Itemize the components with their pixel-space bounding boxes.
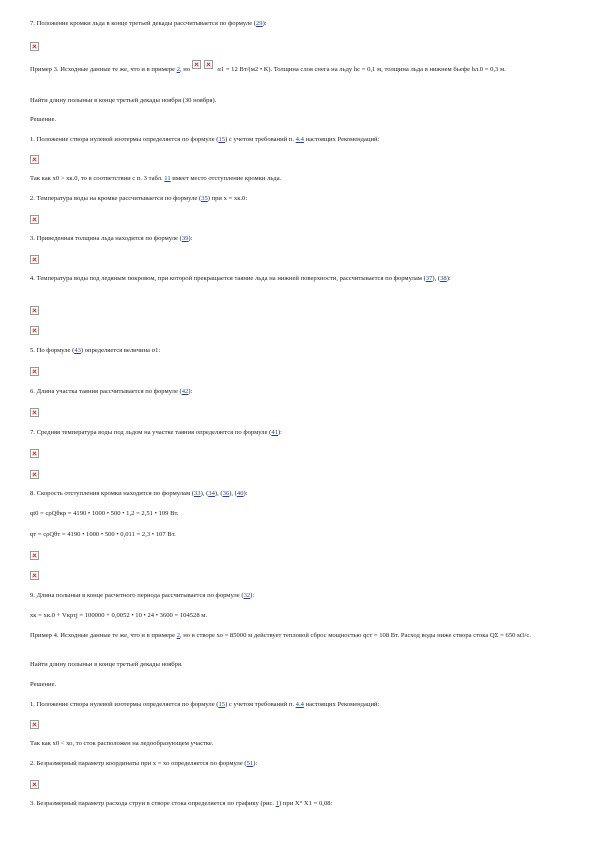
broken-image-icon	[192, 60, 201, 69]
paragraph: 8. Скорость отступления кромки находится по формулам (33), (34), (36), (40):	[30, 490, 248, 497]
paragraph: Так как x0 < хо, то сток расположен на ледообразующем участке.	[30, 740, 214, 747]
formula-link[interactable]: 40	[236, 490, 244, 497]
paragraph: Решение.	[30, 681, 57, 688]
broken-image-icon	[30, 470, 39, 479]
example-link[interactable]: 2	[176, 66, 180, 73]
formula-link[interactable]: 15	[218, 701, 226, 708]
figure-link[interactable]: 1	[275, 800, 280, 807]
paragraph: 1. Положение створа нулевой изотермы определяется по формуле (15) с учетом требований п. 4.4 настоящих Рекомендаций:	[30, 701, 380, 708]
broken-image-icon	[204, 60, 213, 69]
section-link[interactable]: 4.4	[295, 136, 304, 143]
broken-image-icon	[30, 255, 39, 264]
formula-link[interactable]: 34	[208, 490, 215, 497]
paragraph: 4. Температура воды под ледяным покровом, при которой прекращается таяние льда на нижней поверхности, рассчитывается по формулам (37), (38):	[30, 275, 451, 282]
formula-line: qт = cρQθт = 4190 • 1000 • 500 • 0,011 = 2,3 • 107 Вт.	[30, 531, 176, 538]
inline-images	[192, 63, 216, 72]
formula-link[interactable]: 41	[271, 429, 278, 436]
formula-link[interactable]: 29	[255, 20, 263, 27]
broken-image-icon	[30, 571, 39, 580]
section-link[interactable]: 4.4	[295, 701, 304, 708]
paragraph: Найти длину полыньи в конце третьей декады ноября (30 ноября).	[30, 97, 217, 104]
formula-link[interactable]: 51	[246, 760, 254, 767]
paragraph: 5. По формуле (43) определяется величина σ1:	[30, 347, 161, 354]
paragraph: 1. Положение створа нулевой изотермы определяется по формуле (15) с учетом требований п. 4.4 настоящих Рекомендаций:	[30, 136, 380, 143]
formula-link[interactable]: 15	[218, 136, 226, 143]
broken-image-icon	[30, 551, 39, 560]
broken-image-icon	[30, 449, 39, 458]
table-link[interactable]: 11	[164, 175, 171, 182]
paragraph: Пример 4. Исходные данные те же, что и в примере 2, но в створе хо = 85000 м действует тепловой сброс мощностью qст = 108 Вт. Расход воды ниже створа стока QΣ = 650 м3/с.	[30, 632, 531, 639]
paragraph: Найти длину полыньи в конце третьей декады ноября.	[30, 661, 183, 668]
paragraph: Так как x0 > хк.0, то в соответствии с п. 3 табл. 11 имеет место отступление кромки льда.	[30, 175, 282, 182]
formula-link[interactable]: 35	[201, 195, 208, 202]
paragraph: 2. Безразмерный параметр координаты при x = хо определяется по формуле (51):	[30, 760, 258, 767]
formula-link[interactable]: 38	[440, 275, 447, 282]
formula-line: qt0 = cρQθкр = 4190 • 1000 • 500 • 1,2 = 2,51 • 109 Вт.	[30, 510, 179, 517]
broken-image-icon	[30, 367, 39, 376]
formula-link[interactable]: 33	[194, 490, 201, 497]
broken-image-icon	[30, 326, 39, 335]
formula-link[interactable]: 43	[74, 347, 81, 354]
paragraph: Пример 3. Исходные данные те же, что и в примере 2, но α1 = 12 Вт/(м2 • К). Толщина слоя снега на льду hс = 0,1 м, толщина льда в нижнем бьефе hл.0 = 0,3 м.	[30, 63, 565, 75]
example-link[interactable]: 2	[176, 632, 180, 639]
formula-link[interactable]: 36	[222, 490, 230, 497]
formula-link[interactable]: 32	[243, 592, 251, 599]
paragraph: 6. Длина участка таяния рассчитывается по формуле (42):	[30, 388, 193, 395]
formula-link[interactable]: 37	[425, 275, 433, 282]
paragraph: 7. Положение кромки льда в конце третьей декады рассчитывается по формуле (29):	[30, 20, 267, 27]
paragraph: 3. Безразмерный параметр расхода струи в створе стока определяется по графику (рис. 1) при Х° Х1 = 0,08:	[30, 800, 333, 807]
broken-image-icon	[30, 720, 39, 729]
broken-image-icon	[30, 155, 39, 164]
broken-image-icon	[30, 215, 39, 224]
paragraph: 2. Температура воды на кромке рассчитывается по формуле (35) при x = хк.0:	[30, 195, 248, 202]
formula-link[interactable]: 39	[181, 235, 189, 242]
formula-line: хк = хк.0 + Vкрτj = 100000 + 0,0052 • 10 • 24 • 3600 = 104528 м.	[30, 612, 208, 619]
paragraph: 7. Средняя температура воды под льдом на участке таяния определяется по формуле (41):	[30, 429, 282, 436]
paragraph: Решение.	[30, 116, 57, 123]
broken-image-icon	[30, 306, 39, 315]
paragraph: 9. Длина полыньи в конце расчетного периода рассчитывается по формуле (32):	[30, 592, 255, 599]
broken-image-icon	[30, 780, 39, 789]
formula-link[interactable]: 42	[181, 388, 189, 395]
paragraph: 3. Приведенная толщина льда находится по формуле (39):	[30, 235, 193, 242]
broken-image-icon	[30, 408, 39, 417]
broken-image-icon	[30, 42, 39, 51]
